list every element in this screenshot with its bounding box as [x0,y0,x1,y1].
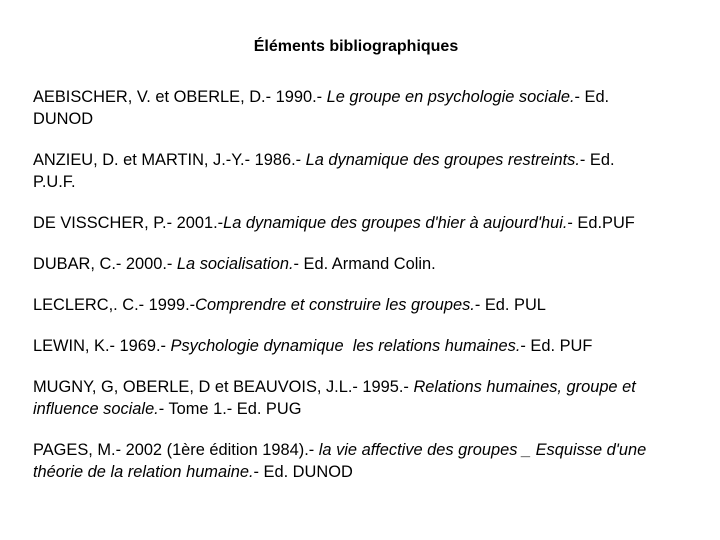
entry-publisher: - Tome 1.- Ed. PUG [158,400,302,418]
entry-title: Comprendre et construire les groupes. [195,296,475,314]
entry-authors: ANZIEU, D. et MARTIN, J.-Y.- 1986.- [33,151,306,169]
entry-line [33,212,717,234]
entry-line [33,439,717,461]
entry-publisher: P.U.F. [33,173,76,191]
bibliography-entry [33,335,717,357]
bibliography-entry [33,439,717,483]
entry-publisher: - Ed. PUL [474,296,546,314]
entry-title: Relations humaines, groupe et [413,378,636,396]
bibliography-list [33,86,717,502]
entry-title: La dynamique des groupes restreints. [305,151,580,169]
entry-line [33,171,717,193]
entry-authors: DE VISSCHER, P.- 2001.- [33,214,224,232]
entry-authors: MUGNY, G, OBERLE, D et BEAUVOIS, J.L.- 1995.- [33,378,414,396]
bibliography-entry [33,86,717,130]
entry-authors: DUBAR, C.- 2000.- [33,255,177,273]
entry-line [33,294,717,316]
entry-title: Psychologie dynamique les relations humaines. [170,337,521,355]
entry-publisher: - Ed. Armand Colin. [293,255,436,273]
entry-line [33,108,717,130]
entry-publisher: - Ed. [579,151,615,169]
bibliography-entry [33,294,717,316]
entry-title: théorie de la relation humaine. [33,463,254,481]
entry-publisher: - Ed. [574,88,610,106]
entry-authors: LEWIN, K.- 1969.- [33,337,171,355]
entry-publisher: DUNOD [33,110,94,128]
entry-publisher: - Ed. PUF [520,337,593,355]
bibliography-entry [33,212,717,234]
entry-line [33,253,717,275]
entry-title: La dynamique des groupes d'hier à aujourd'hui. [223,214,568,232]
entry-authors: AEBISCHER, V. et OBERLE, D.- 1990.- [33,88,327,106]
entry-line [33,86,717,108]
entry-publisher: - Ed.PUF [567,214,635,232]
entry-title: influence sociale. [33,400,159,418]
entry-authors: LECLERC,. C.- 1999.- [33,296,196,314]
bibliography-entry [33,149,717,193]
entry-line [33,398,717,420]
entry-line [33,149,717,171]
entry-publisher: - Ed. DUNOD [253,463,353,481]
entry-line [33,376,717,398]
bibliography-entry [33,253,717,275]
entry-line [33,335,717,357]
entry-authors: PAGES, M.- 2002 (1ère édition 1984).- [33,441,319,459]
entry-title: la vie affective des groupes _ Esquisse d'une [318,441,647,459]
bibliography-entry [33,376,717,420]
entry-line [33,461,717,483]
entry-title: La socialisation. [176,255,294,273]
entry-title: Le groupe en psychologie sociale. [326,88,575,106]
page-title: Éléments bibliographiques [253,38,459,55]
